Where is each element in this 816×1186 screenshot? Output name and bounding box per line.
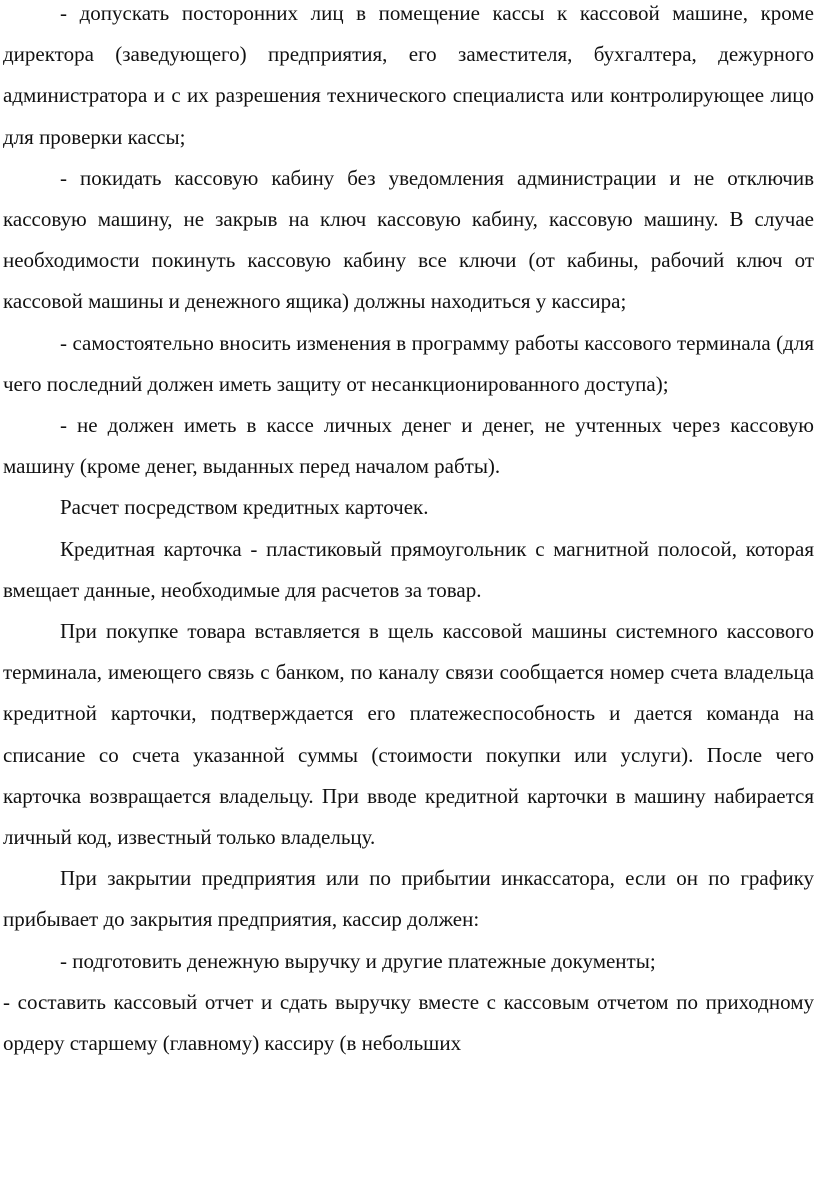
paragraph-prohibition-leaving-booth: - покидать кассовую кабину без уведомления администрации и не отключив кассовую машину, не закрыв на ключ кассовую кабину, кассовую машину. В случае необходимости покинуть кассовую кабину все ключи (от кабины, рабочий ключ от кассовой машины и денежного ящика) должны находиться у кассира;: [3, 165, 814, 314]
paragraph-card-payment-process: При покупке товара вставляется в щель кассовой машины системного кассового терминала, имеющего связь с банком, по каналу связи сообщается номер счета владельца кредитной карточки, подтверждается его платежеспособность и дается команда на списание со счета указанной суммы (стоимости покупки или услуги). После чего карточка возвращается владельцу. При вводе кредитной карточки в машину набирается личный код, известный только владельцу.: [3, 619, 814, 850]
paragraph-prohibition-program-changes: - самостоятельно вносить изменения в программу работы кассового терминала (для чего последний должен иметь защиту от несанкционированного доступа);: [3, 330, 814, 396]
paragraph-prepare-revenue: - подготовить денежную выручку и другие платежные документы;: [60, 948, 656, 973]
paragraph-credit-card-definition: Кредитная карточка - пластиковый прямоугольник с магнитной полосой, которая вмещает данные, необходимые для расчетов за товар.: [3, 536, 814, 602]
paragraph-prohibition-outsiders: - допускать посторонних лиц в помещение кассы к кассовой машине, кроме директора (заведующего) предприятия, его заместителя, бухгалтера, дежурного администратора и с их разрешения технического специалиста или контролирующее лицо для проверки кассы;: [3, 1, 814, 149]
paragraph-closing-duties: При закрытии предприятия или по прибытии инкассатора, если он по графику прибывает до закрытия предприятия, кассир должен:: [3, 866, 814, 932]
section-heading-credit-cards: Расчет посредством кредитных карточек.: [60, 495, 429, 520]
paragraph-cash-report: - составить кассовый отчет и сдать выручку вместе с кассовым отчетом по приходному ордеру старшему (главному) кассиру (в небольших: [3, 989, 814, 1056]
paragraph-prohibition-personal-money: - не должен иметь в кассе личных денег и денег, не учтенных через кассовую машину (кроме денег, выданных перед началом рабты).: [3, 413, 814, 479]
